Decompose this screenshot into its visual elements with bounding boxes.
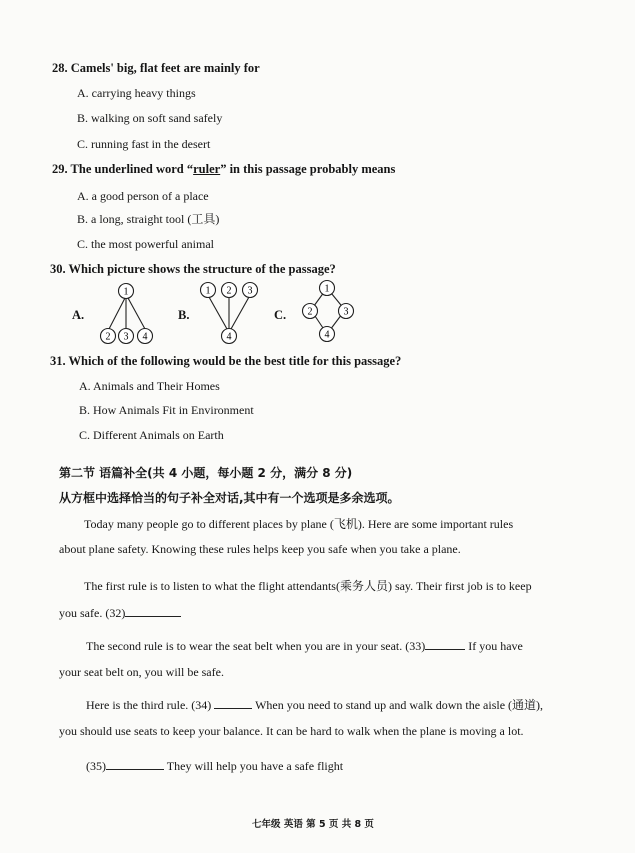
option-letter: C. <box>79 428 91 442</box>
q29-option-b <box>77 211 219 227</box>
q29-option-a <box>77 188 209 204</box>
passage-p4-line1 <box>86 697 543 713</box>
option-letter: A. <box>77 189 89 203</box>
passage-p3-line2: your seat belt on, you will be safe. <box>59 665 224 679</box>
passage-p5-line1 <box>86 758 343 774</box>
underlined-word: ruler <box>193 162 221 176</box>
svg-text:1: 1 <box>205 285 211 297</box>
q28-option-b <box>77 110 222 126</box>
node-bottom <box>222 329 237 344</box>
q30-option-c-letter: C. <box>274 308 287 322</box>
blank-32-label: you safe. (32) <box>59 606 126 620</box>
node-bottom-right <box>138 329 153 344</box>
svg-text:2: 2 <box>105 331 111 343</box>
option-text: How Animals Fit in Environment <box>93 403 254 417</box>
question-text: Camels' big, flat feet are mainly for <box>70 61 260 75</box>
q30-diagram-b <box>195 280 265 344</box>
svg-text:4: 4 <box>324 329 330 341</box>
svg-text:1: 1 <box>123 286 129 298</box>
node-top-middle <box>222 283 237 298</box>
footer-subject: 英语 <box>283 819 303 830</box>
option-letter: A. <box>79 379 91 393</box>
q30-diagram-a <box>95 280 165 344</box>
page-footer <box>252 817 374 833</box>
question-text: Which of the following would be the best title for this passage? <box>68 354 402 368</box>
passage-p2-line2 <box>59 605 181 621</box>
q30-option-b-letter: B. <box>178 308 190 322</box>
passage-text: They will help you have a safe flight <box>166 759 344 773</box>
blank-35-label: (35) <box>86 759 106 773</box>
section-heading: 第二节 语篇补全(共 4 小题，每小题 2 分，满分 8 分) <box>59 466 353 480</box>
question-number: 28. <box>52 61 68 75</box>
question-text: Which picture shows the structure of the passage? <box>68 262 336 276</box>
question-number: 30. <box>50 262 66 276</box>
svg-text:3: 3 <box>247 285 253 297</box>
node-top-right <box>243 283 258 298</box>
q28-option-a <box>77 85 196 101</box>
node-top <box>320 281 335 296</box>
blank-34[interactable] <box>214 697 252 709</box>
option-letter: B. <box>77 212 89 226</box>
q28-option-c <box>77 136 210 152</box>
question-text-after: ” in this passage probably means <box>220 162 396 176</box>
node-top <box>119 284 134 299</box>
svg-text:2: 2 <box>307 306 313 318</box>
passage-p2-line1: The first rule is to listen to what the flight attendants(乘务人员) say. Their first job is to keep <box>84 579 532 593</box>
blank-35[interactable] <box>106 758 164 770</box>
svg-text:2: 2 <box>226 285 232 297</box>
svg-text:4: 4 <box>226 331 232 343</box>
svg-text:3: 3 <box>343 306 349 318</box>
option-text: a long, straight tool (工具) <box>91 212 220 226</box>
passage-text: Here is the third rule. (34) <box>86 698 212 712</box>
question-number: 31. <box>50 354 66 368</box>
q31-option-a <box>79 378 220 394</box>
q31-option-c <box>79 427 224 443</box>
svg-text:4: 4 <box>142 331 148 343</box>
footer-page: 第 5 页 共 8 页 <box>306 819 374 830</box>
node-bottom-middle <box>119 329 134 344</box>
svg-text:3: 3 <box>123 331 129 343</box>
option-text: the most powerful animal <box>91 237 214 251</box>
option-text: walking on soft sand safely <box>91 111 223 125</box>
question-31-stem <box>50 353 401 369</box>
q29-option-c <box>77 236 214 252</box>
question-number: 29. <box>52 162 68 176</box>
blank-33[interactable] <box>425 638 465 650</box>
question-30-stem <box>50 261 336 277</box>
option-letter: C. <box>77 137 89 151</box>
question-29-stem <box>52 161 395 177</box>
option-text: Different Animals on Earth <box>93 428 224 442</box>
q31-option-b <box>79 402 254 418</box>
passage-text: If you have <box>468 639 523 653</box>
node-left <box>303 304 318 319</box>
option-text: carrying heavy things <box>91 86 196 100</box>
option-letter: B. <box>77 111 89 125</box>
q30-diagram-c <box>296 278 358 344</box>
option-text: a good person of a place <box>91 189 209 203</box>
passage-p3-line1 <box>86 638 523 654</box>
option-text: Animals and Their Homes <box>93 379 220 393</box>
node-right <box>339 304 354 319</box>
option-text: running fast in the desert <box>91 137 211 151</box>
blank-32[interactable] <box>125 605 181 617</box>
passage-text: When you need to stand up and walk down the aisle (通道), <box>255 698 544 712</box>
passage-p1-line2: about plane safety. Knowing these rules helps keep you safe when you take a plane. <box>59 542 461 556</box>
passage-p1-line1: Today many people go to different places by plane (飞机). Here are some important rules <box>84 517 514 531</box>
passage-p4-line2: you should use seats to keep your balance. It can be hard to walk when the plane is moving a lot. <box>59 724 524 738</box>
q30-option-a-letter: A. <box>72 308 85 322</box>
node-bottom-left <box>101 329 116 344</box>
node-top-left <box>201 283 216 298</box>
section-instruction: 从方框中选择恰当的句子补全对话,其中有一个选项是多余选项。 <box>59 491 400 505</box>
node-bottom <box>320 327 335 342</box>
option-letter: B. <box>79 403 91 417</box>
option-letter: C. <box>77 237 89 251</box>
svg-text:1: 1 <box>324 283 330 295</box>
question-text-before: The underlined word “ <box>70 162 194 176</box>
footer-grade: 七年级 <box>252 819 281 830</box>
option-letter: A. <box>77 86 89 100</box>
question-28-stem <box>52 60 260 76</box>
passage-text: The second rule is to wear the seat belt when you are in your seat. (33) <box>86 639 426 653</box>
